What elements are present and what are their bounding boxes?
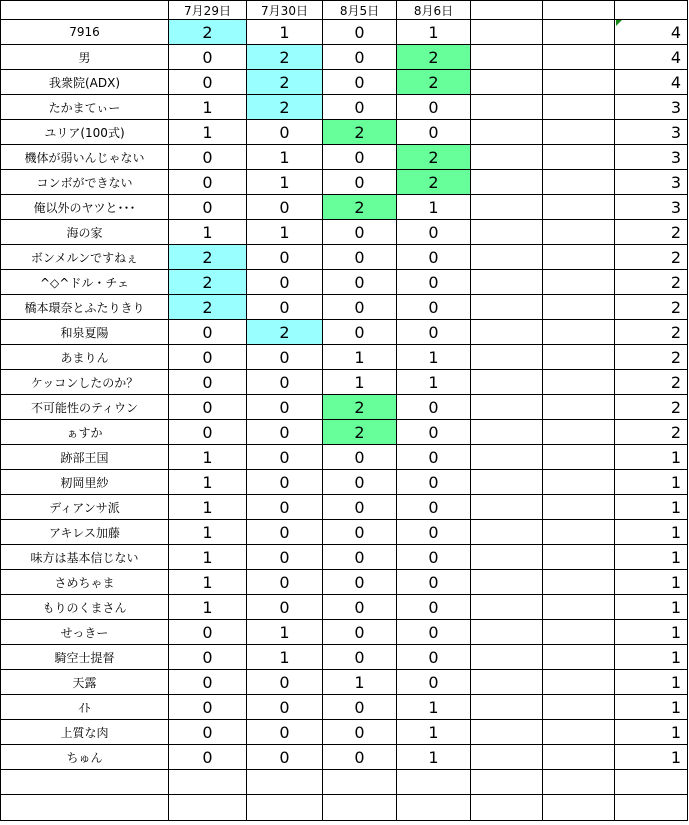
score-cell[interactable]: 0	[397, 620, 471, 645]
score-cell[interactable]: 0	[323, 45, 397, 70]
empty-cell[interactable]	[471, 745, 543, 770]
player-name-cell[interactable]: ディアンサ派	[1, 495, 169, 520]
player-name-cell[interactable]: 跡部王国	[1, 445, 169, 470]
score-cell[interactable]: 0	[247, 470, 323, 495]
total-cell[interactable]: 1	[615, 595, 688, 620]
score-cell[interactable]: 2	[323, 420, 397, 445]
header-date-3[interactable]: 8月5日	[323, 1, 397, 20]
table-row	[1, 45, 688, 70]
score-cell[interactable]: 1	[247, 220, 323, 245]
score-cell[interactable]: 1	[247, 20, 323, 45]
score-cell[interactable]: 0	[397, 645, 471, 670]
empty-cell[interactable]	[471, 20, 543, 45]
score-cell[interactable]: 0	[397, 95, 471, 120]
score-cell[interactable]: 0	[247, 570, 323, 595]
score-cell[interactable]: 0	[247, 520, 323, 545]
score-cell[interactable]: 0	[397, 520, 471, 545]
header-date-2[interactable]: 7月30日	[247, 1, 323, 20]
table-row	[1, 570, 688, 595]
score-cell[interactable]: 0	[247, 695, 323, 720]
empty-cell[interactable]	[543, 695, 615, 720]
score-cell[interactable]: 0	[247, 395, 323, 420]
score-cell[interactable]: 2	[169, 270, 247, 295]
score-cell[interactable]: 0	[247, 420, 323, 445]
table-row	[1, 170, 688, 195]
empty-cell[interactable]	[323, 770, 397, 795]
empty-cell[interactable]	[471, 470, 543, 495]
score-cell[interactable]: 1	[397, 20, 471, 45]
table-row	[1, 370, 688, 395]
empty-cell[interactable]	[169, 795, 247, 821]
empty-cell[interactable]	[471, 395, 543, 420]
score-cell[interactable]: 1	[169, 470, 247, 495]
header-cell-blank[interactable]	[471, 1, 543, 20]
score-cell[interactable]: 0	[169, 720, 247, 745]
score-cell[interactable]: 1	[169, 220, 247, 245]
total-cell[interactable]: 1	[615, 720, 688, 745]
empty-cell[interactable]	[543, 220, 615, 245]
total-cell[interactable]: 4	[615, 20, 688, 45]
player-name-cell[interactable]: 上質な肉	[1, 720, 169, 745]
table-row	[1, 670, 688, 695]
score-cell[interactable]: 0	[397, 220, 471, 245]
table-row	[1, 145, 688, 170]
empty-cell[interactable]	[471, 295, 543, 320]
player-name-cell[interactable]: 機体が弱いんじゃない	[1, 145, 169, 170]
player-name-cell[interactable]: 味方は基本信じない	[1, 545, 169, 570]
score-cell[interactable]: 0	[323, 95, 397, 120]
total-cell[interactable]: 1	[615, 445, 688, 470]
empty-cell[interactable]	[543, 70, 615, 95]
empty-cell[interactable]	[543, 345, 615, 370]
empty-cell[interactable]	[543, 570, 615, 595]
total-cell[interactable]: 1	[615, 495, 688, 520]
score-cell[interactable]: 0	[323, 545, 397, 570]
empty-cell[interactable]	[247, 795, 323, 821]
empty-cell[interactable]	[543, 770, 615, 795]
score-cell[interactable]: 0	[169, 170, 247, 195]
score-cell[interactable]: 1	[397, 370, 471, 395]
score-cell[interactable]: 2	[169, 295, 247, 320]
total-cell[interactable]: 1	[615, 695, 688, 720]
table-row	[1, 520, 688, 545]
score-cell[interactable]: 1	[323, 670, 397, 695]
score-cell[interactable]: 0	[169, 745, 247, 770]
score-cell[interactable]: 0	[397, 295, 471, 320]
score-cell[interactable]: 1	[169, 495, 247, 520]
table-row	[1, 220, 688, 245]
empty-cell[interactable]	[615, 770, 688, 795]
score-cell[interactable]: 0	[323, 220, 397, 245]
player-name-cell[interactable]: ケッコンしたのか？	[1, 370, 169, 395]
score-cell[interactable]: 2	[397, 145, 471, 170]
score-cell[interactable]: 1	[169, 95, 247, 120]
total-cell[interactable]: 2	[615, 420, 688, 445]
player-name-cell[interactable]: コンボができない	[1, 170, 169, 195]
total-cell[interactable]: 1	[615, 745, 688, 770]
table-row	[1, 695, 688, 720]
empty-cell[interactable]	[543, 445, 615, 470]
empty-cell[interactable]	[471, 70, 543, 95]
score-cell[interactable]: 1	[397, 195, 471, 220]
table-row	[1, 320, 688, 345]
score-cell[interactable]: 2	[247, 320, 323, 345]
score-cell[interactable]: 0	[169, 45, 247, 70]
header-date-4[interactable]: 8月6日	[397, 1, 471, 20]
empty-cell[interactable]	[471, 545, 543, 570]
player-name-cell[interactable]: 橋本環奈とふたりきり	[1, 295, 169, 320]
score-cell[interactable]: 0	[323, 645, 397, 670]
score-cell[interactable]: 0	[169, 620, 247, 645]
empty-cell[interactable]	[615, 795, 688, 821]
score-cell[interactable]: 0	[397, 545, 471, 570]
score-cell[interactable]: 0	[169, 395, 247, 420]
score-cell[interactable]: 0	[247, 195, 323, 220]
score-cell[interactable]: 2	[397, 45, 471, 70]
empty-cell[interactable]	[471, 120, 543, 145]
table-row	[1, 270, 688, 295]
score-cell[interactable]: 0	[169, 145, 247, 170]
table-row	[1, 70, 688, 95]
total-cell[interactable]: 2	[615, 345, 688, 370]
score-cell[interactable]: 0	[323, 595, 397, 620]
table-row	[1, 195, 688, 220]
score-cell[interactable]: 0	[323, 495, 397, 520]
score-cell[interactable]: 0	[247, 495, 323, 520]
score-cell[interactable]: 0	[323, 20, 397, 45]
empty-cell[interactable]	[247, 770, 323, 795]
score-cell[interactable]: 0	[323, 295, 397, 320]
score-cell[interactable]: 1	[323, 345, 397, 370]
header-cell-blank[interactable]	[1, 1, 169, 20]
table-row	[1, 620, 688, 645]
table-row	[1, 470, 688, 495]
total-cell[interactable]: 1	[615, 645, 688, 670]
score-cell[interactable]: 0	[397, 595, 471, 620]
empty-cell[interactable]	[1, 770, 169, 795]
total-cell[interactable]: 2	[615, 320, 688, 345]
empty-cell[interactable]	[471, 645, 543, 670]
score-cell[interactable]: 0	[323, 520, 397, 545]
table-row	[1, 445, 688, 470]
total-cell[interactable]: 3	[615, 120, 688, 145]
player-name-cell[interactable]: たかまてぃー	[1, 95, 169, 120]
blank-row	[1, 770, 688, 795]
player-name-cell[interactable]: さめちゃま	[1, 570, 169, 595]
score-cell[interactable]: 2	[397, 170, 471, 195]
score-cell[interactable]: 1	[169, 120, 247, 145]
empty-cell[interactable]	[543, 420, 615, 445]
score-cell[interactable]: 0	[247, 120, 323, 145]
empty-cell[interactable]	[543, 670, 615, 695]
empty-cell[interactable]	[543, 620, 615, 645]
table-row	[1, 420, 688, 445]
table-row	[1, 720, 688, 745]
table-row	[1, 95, 688, 120]
empty-cell[interactable]	[543, 120, 615, 145]
player-name-cell[interactable]: ぁすか	[1, 420, 169, 445]
empty-cell[interactable]	[471, 445, 543, 470]
player-name-cell[interactable]: 騎空士提督	[1, 645, 169, 670]
empty-cell[interactable]	[543, 495, 615, 520]
score-cell[interactable]: 2	[247, 95, 323, 120]
score-cell[interactable]: 1	[397, 695, 471, 720]
empty-cell[interactable]	[471, 520, 543, 545]
score-cell[interactable]: 0	[397, 495, 471, 520]
empty-cell[interactable]	[543, 20, 615, 45]
score-cell[interactable]: 0	[169, 70, 247, 95]
player-name-cell[interactable]: もりのくまさん	[1, 595, 169, 620]
total-cell[interactable]: 3	[615, 195, 688, 220]
table-row	[1, 245, 688, 270]
empty-cell[interactable]	[543, 245, 615, 270]
total-cell[interactable]: 1	[615, 570, 688, 595]
score-cell[interactable]: 0	[247, 595, 323, 620]
score-cell[interactable]: 0	[323, 745, 397, 770]
table-row	[1, 745, 688, 770]
empty-cell[interactable]	[471, 720, 543, 745]
empty-cell[interactable]	[543, 370, 615, 395]
total-cell[interactable]: 4	[615, 45, 688, 70]
score-cell[interactable]: 1	[247, 170, 323, 195]
score-cell[interactable]: 0	[397, 420, 471, 445]
header-row	[1, 1, 688, 20]
empty-cell[interactable]	[471, 195, 543, 220]
player-name-cell[interactable]: せっきー	[1, 620, 169, 645]
player-name-cell[interactable]: 7916	[1, 20, 169, 45]
empty-cell[interactable]	[471, 420, 543, 445]
score-cell[interactable]: 0	[323, 570, 397, 595]
score-cell[interactable]: 0	[247, 345, 323, 370]
score-cell[interactable]: 1	[323, 370, 397, 395]
empty-cell[interactable]	[397, 770, 471, 795]
score-cell[interactable]: 1	[169, 545, 247, 570]
player-name-cell[interactable]: 天露	[1, 670, 169, 695]
empty-cell[interactable]	[471, 770, 543, 795]
empty-cell[interactable]	[471, 670, 543, 695]
empty-cell[interactable]	[471, 220, 543, 245]
player-name-cell[interactable]: 男	[1, 45, 169, 70]
score-cell[interactable]: 0	[397, 320, 471, 345]
score-cell[interactable]: 0	[323, 470, 397, 495]
score-cell[interactable]: 0	[169, 195, 247, 220]
player-name-cell[interactable]: 俺以外のヤツと･･･	[1, 195, 169, 220]
empty-cell[interactable]	[471, 795, 543, 821]
score-cell[interactable]: 1	[397, 345, 471, 370]
score-cell[interactable]: 0	[397, 445, 471, 470]
score-cell[interactable]: 0	[397, 120, 471, 145]
score-cell[interactable]: 2	[247, 45, 323, 70]
total-cell[interactable]: 3	[615, 95, 688, 120]
player-name-cell[interactable]: ｲﾄ	[1, 695, 169, 720]
score-cell[interactable]: 2	[323, 120, 397, 145]
score-cell[interactable]: 0	[323, 170, 397, 195]
score-cell[interactable]: 1	[169, 445, 247, 470]
total-cell[interactable]: 1	[615, 520, 688, 545]
total-cell[interactable]: 3	[615, 145, 688, 170]
empty-cell[interactable]	[543, 595, 615, 620]
score-cell[interactable]: 0	[323, 445, 397, 470]
empty-cell[interactable]	[471, 170, 543, 195]
table-row	[1, 395, 688, 420]
empty-cell[interactable]	[471, 570, 543, 595]
score-cell[interactable]: 0	[247, 545, 323, 570]
header-cell-blank[interactable]	[543, 1, 615, 20]
score-cell[interactable]: 0	[247, 670, 323, 695]
score-cell[interactable]: 0	[247, 270, 323, 295]
empty-cell[interactable]	[543, 745, 615, 770]
empty-cell[interactable]	[471, 695, 543, 720]
empty-cell[interactable]	[543, 395, 615, 420]
score-cell[interactable]: 0	[247, 745, 323, 770]
score-cell[interactable]: 0	[397, 245, 471, 270]
score-cell[interactable]: 0	[169, 420, 247, 445]
score-cell[interactable]: 0	[323, 145, 397, 170]
empty-cell[interactable]	[543, 645, 615, 670]
score-cell[interactable]: 0	[169, 320, 247, 345]
total-cell[interactable]: 2	[615, 370, 688, 395]
score-cell[interactable]: 0	[247, 720, 323, 745]
score-cell[interactable]: 0	[169, 345, 247, 370]
player-name-cell[interactable]: 我衆院(ADX)	[1, 70, 169, 95]
score-cell[interactable]: 0	[397, 470, 471, 495]
score-cell[interactable]: 0	[397, 270, 471, 295]
total-cell[interactable]: 1	[615, 545, 688, 570]
empty-cell[interactable]	[543, 720, 615, 745]
empty-cell[interactable]	[543, 295, 615, 320]
empty-cell[interactable]	[471, 245, 543, 270]
empty-cell[interactable]	[471, 95, 543, 120]
total-cell[interactable]: 2	[615, 270, 688, 295]
score-cell[interactable]: 2	[169, 245, 247, 270]
score-cell[interactable]: 1	[169, 595, 247, 620]
score-cell[interactable]: 0	[169, 670, 247, 695]
score-cell[interactable]: 2	[323, 395, 397, 420]
blank-row	[1, 795, 688, 821]
player-name-cell[interactable]: 籾岡里紗	[1, 470, 169, 495]
header-date-1[interactable]: 7月29日	[169, 1, 247, 20]
empty-cell[interactable]	[471, 45, 543, 70]
table-row	[1, 545, 688, 570]
score-cell[interactable]: 0	[247, 370, 323, 395]
player-name-cell[interactable]: 和泉夏陽	[1, 320, 169, 345]
score-cell[interactable]: 2	[397, 70, 471, 95]
score-cell[interactable]: 0	[247, 245, 323, 270]
empty-cell[interactable]	[471, 270, 543, 295]
score-cell[interactable]: 2	[323, 195, 397, 220]
empty-cell[interactable]	[543, 170, 615, 195]
total-cell[interactable]: 1	[615, 470, 688, 495]
empty-cell[interactable]	[169, 770, 247, 795]
empty-cell[interactable]	[543, 45, 615, 70]
empty-cell[interactable]	[471, 620, 543, 645]
score-cell[interactable]: 0	[397, 570, 471, 595]
score-cell[interactable]: 0	[323, 245, 397, 270]
player-name-cell[interactable]: 不可能性のティウン	[1, 395, 169, 420]
player-name-cell[interactable]: 海の家	[1, 220, 169, 245]
table-row	[1, 120, 688, 145]
total-cell[interactable]: 2	[615, 395, 688, 420]
score-cell[interactable]: 0	[323, 720, 397, 745]
empty-cell[interactable]	[471, 320, 543, 345]
header-cell-blank[interactable]	[615, 1, 688, 20]
total-cell[interactable]: 2	[615, 245, 688, 270]
total-cell[interactable]: 3	[615, 170, 688, 195]
empty-cell[interactable]	[543, 195, 615, 220]
empty-cell[interactable]	[543, 320, 615, 345]
score-cell[interactable]: 0	[397, 670, 471, 695]
score-cell[interactable]: 0	[323, 695, 397, 720]
score-cell[interactable]: 0	[323, 620, 397, 645]
empty-cell[interactable]	[323, 795, 397, 821]
table-row	[1, 645, 688, 670]
empty-cell[interactable]	[543, 520, 615, 545]
score-cell[interactable]: 1	[247, 145, 323, 170]
empty-cell[interactable]	[543, 795, 615, 821]
score-cell[interactable]: 0	[247, 295, 323, 320]
score-cell[interactable]: 1	[169, 520, 247, 545]
empty-cell[interactable]	[471, 495, 543, 520]
player-name-cell[interactable]: ボンメルンですねぇ	[1, 245, 169, 270]
player-name-cell[interactable]: ちゅん	[1, 745, 169, 770]
table-row	[1, 495, 688, 520]
score-cell[interactable]: 0	[169, 370, 247, 395]
score-cell[interactable]: 1	[397, 745, 471, 770]
score-cell[interactable]: 0	[169, 695, 247, 720]
player-name-cell[interactable]: あまりん	[1, 345, 169, 370]
empty-cell[interactable]	[471, 370, 543, 395]
score-cell[interactable]: 0	[397, 395, 471, 420]
empty-cell[interactable]	[543, 95, 615, 120]
empty-cell[interactable]	[471, 595, 543, 620]
score-cell[interactable]: 2	[169, 20, 247, 45]
empty-cell[interactable]	[543, 145, 615, 170]
score-cell[interactable]: 1	[247, 620, 323, 645]
empty-cell[interactable]	[543, 545, 615, 570]
player-name-cell[interactable]: アキレス加藤	[1, 520, 169, 545]
total-cell[interactable]: 2	[615, 220, 688, 245]
empty-cell[interactable]	[471, 345, 543, 370]
table-row	[1, 295, 688, 320]
empty-cell[interactable]	[543, 270, 615, 295]
total-cell[interactable]: 1	[615, 670, 688, 695]
player-name-cell[interactable]: ^◇^ドル・チェ	[1, 270, 169, 295]
empty-cell[interactable]	[1, 795, 169, 821]
cell-comment-indicator-icon	[616, 20, 622, 26]
score-cell[interactable]: 0	[169, 645, 247, 670]
score-cell[interactable]: 0	[323, 320, 397, 345]
total-cell[interactable]: 4	[615, 70, 688, 95]
score-cell[interactable]: 0	[323, 270, 397, 295]
table-row	[1, 595, 688, 620]
table-row	[1, 20, 688, 45]
empty-cell[interactable]	[543, 470, 615, 495]
total-cell[interactable]: 1	[615, 620, 688, 645]
score-cell[interactable]: 2	[247, 70, 323, 95]
empty-cell[interactable]	[471, 145, 543, 170]
player-name-cell[interactable]: ユリア(100式)	[1, 120, 169, 145]
score-cell[interactable]: 0	[247, 445, 323, 470]
score-cell[interactable]: 0	[323, 70, 397, 95]
total-cell[interactable]: 2	[615, 295, 688, 320]
score-cell[interactable]: 1	[397, 720, 471, 745]
score-cell[interactable]: 1	[247, 645, 323, 670]
empty-cell[interactable]	[397, 795, 471, 821]
score-cell[interactable]: 1	[169, 570, 247, 595]
table-row	[1, 345, 688, 370]
